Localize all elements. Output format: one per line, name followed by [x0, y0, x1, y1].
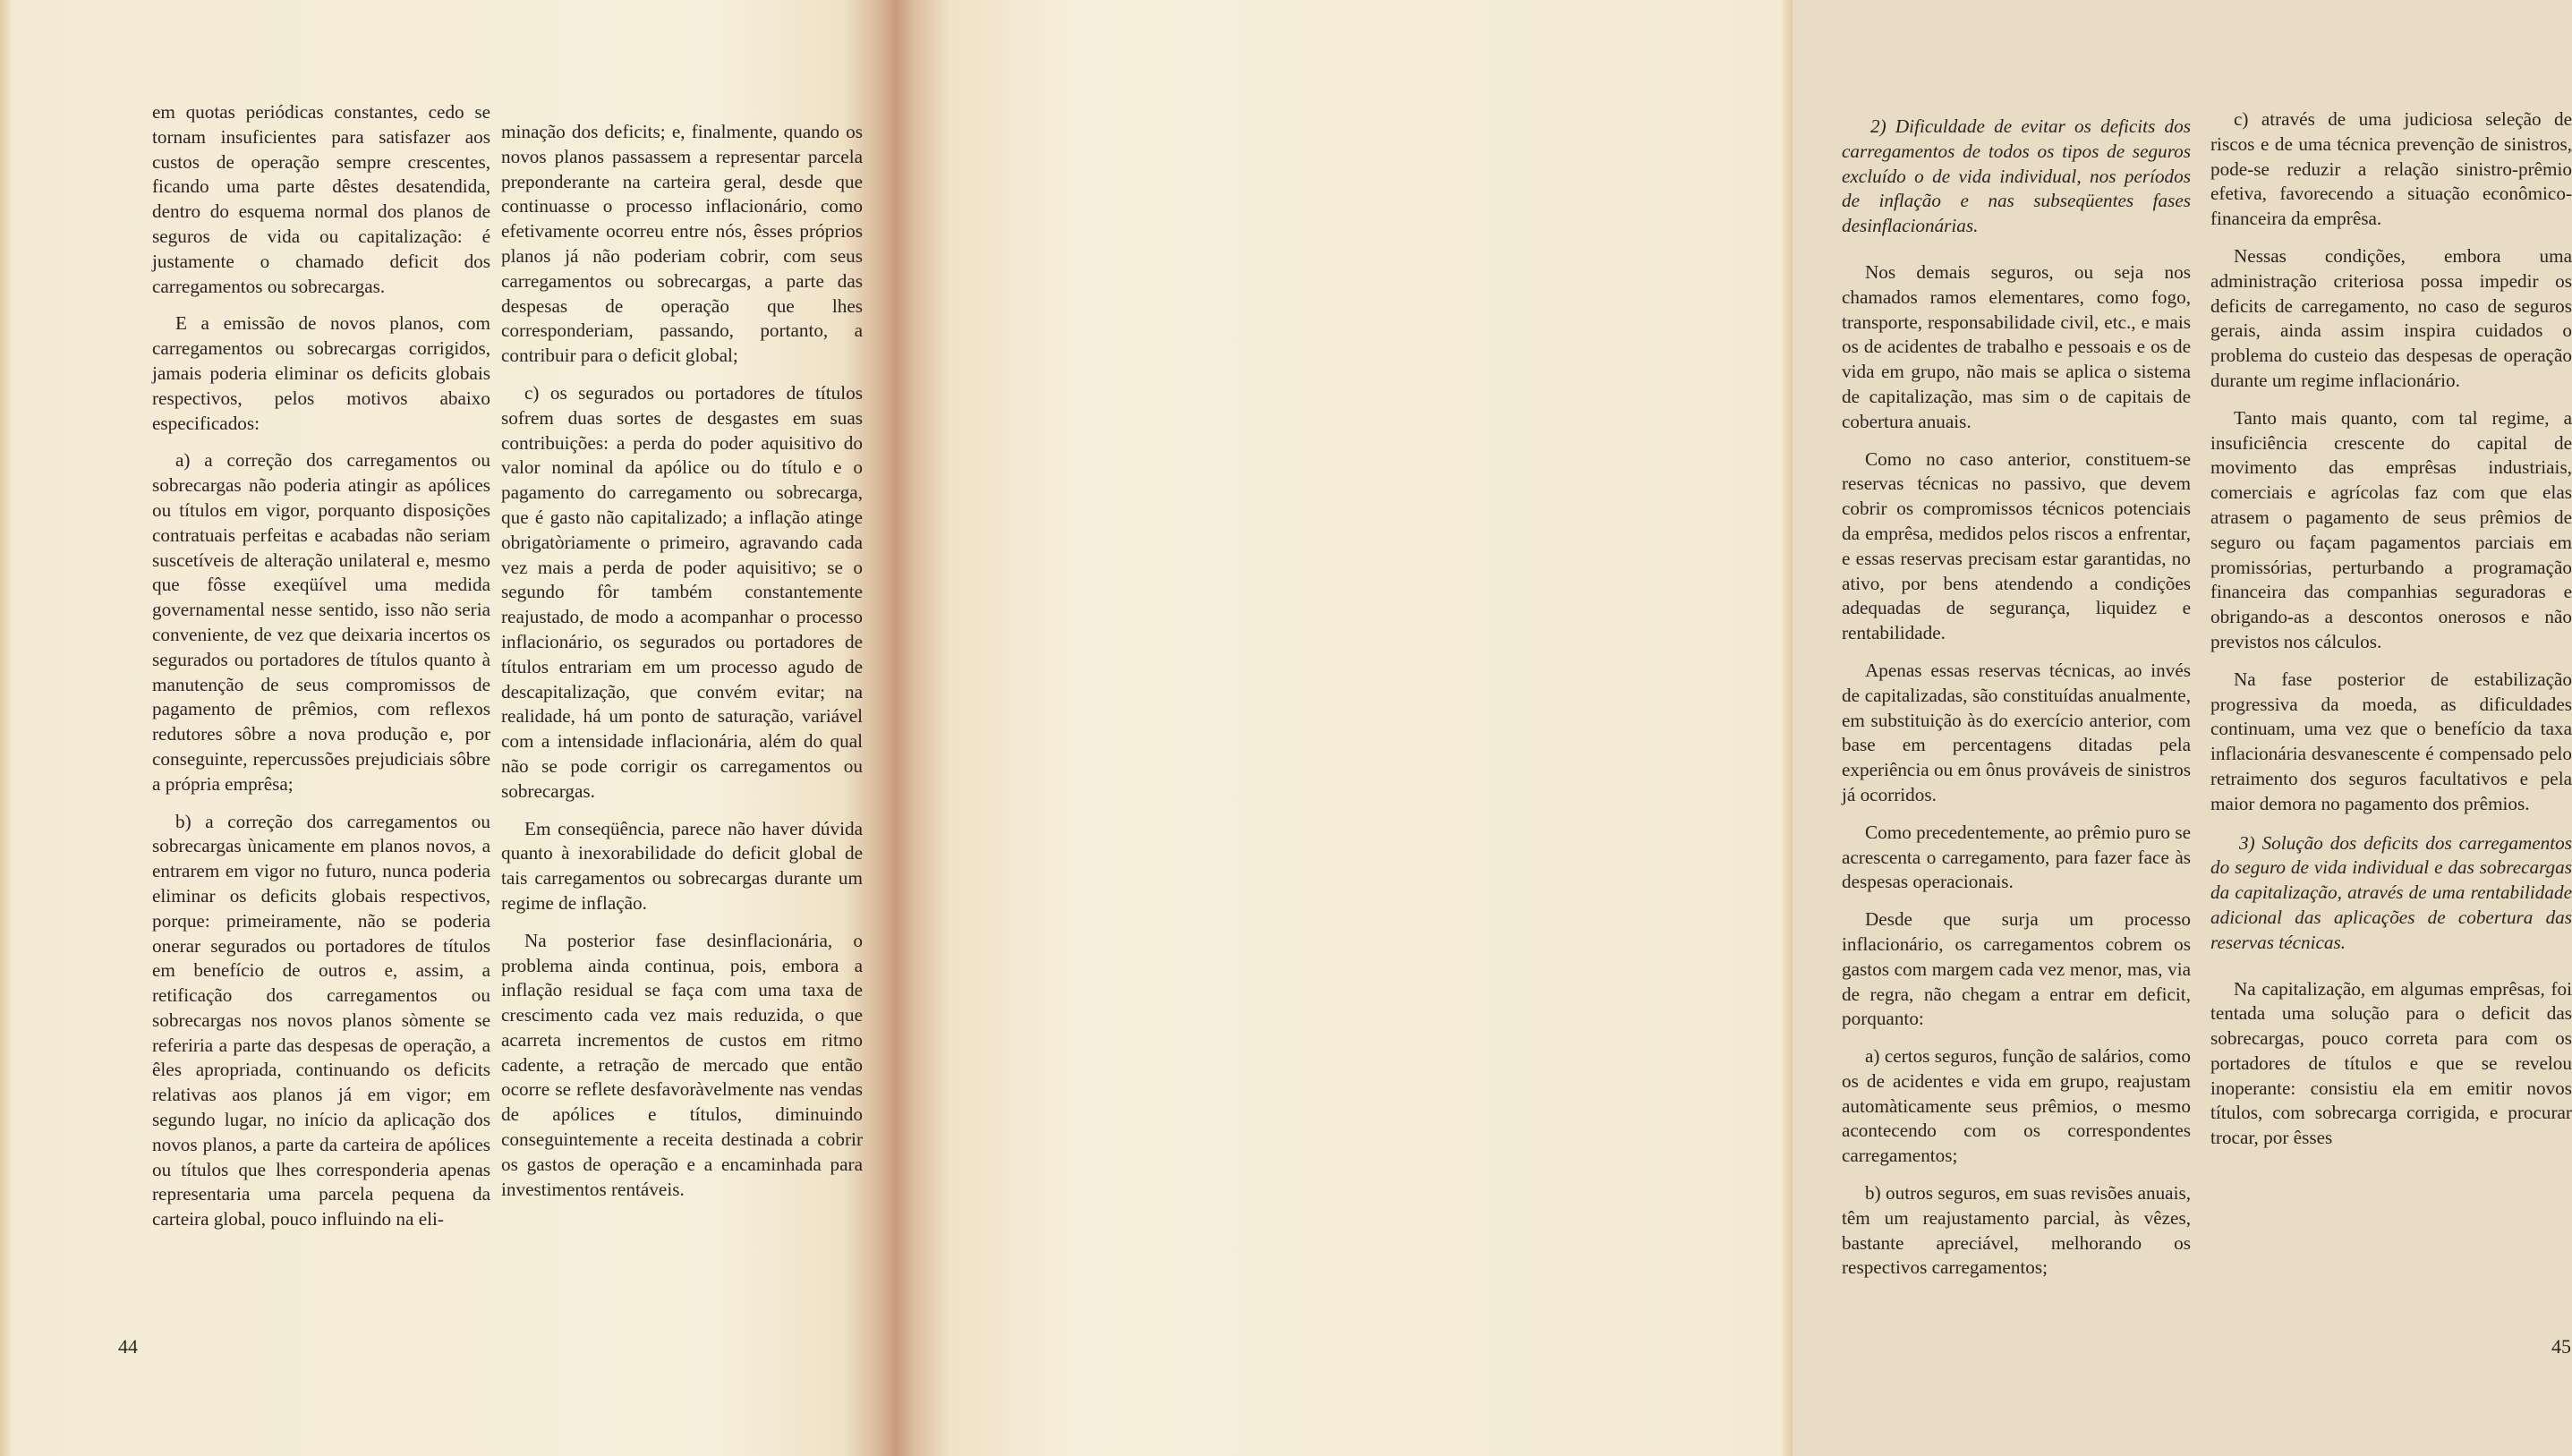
paragraph: Na posterior fase desinflacionária, o problema ainda continua, pois, embora a inflação residual se faça com uma taxa de crescimento cada vez mais reduzida, o que acarreta incrementos de custos em ritmo cadente, a retração de mercado que então ocorre se reflete desfavoràvelmente nas vendas de apólices e títulos, diminuindo conseguintemente a receita destinada a cobrir os gastos de operação e a encaminhada para investimentos rentáveis. [501, 929, 863, 1200]
left-page-column-1 [152, 100, 490, 1245]
paragraph: Desde que surja um processo inflacionário, os carregamentos cobrem os gastos com margem cada vez menor, mas, via de regra, não chegam a entrar em deficit, porquanto: [1842, 908, 2191, 1030]
paragraph: Apenas essas reservas técnicas, ao invés de capitalizadas, são constituídas anualmente, em substituição às do exercício anterior, com base em percentagens ditadas pela experiência ou em ônus prováveis de sinistros já ocorridos. [1842, 659, 2191, 805]
paragraph: minação dos deficits; e, finalmente, quando os novos planos passassem a representar parcela preponderante na carteira geral, desde que continuasse o processo inflacionário, como efetivamente ocorreu entre nós, êsses próprios planos já não poderiam cobrir, com seus carregamentos ou sobrecargas, a parte das despesas de operação que lhes corresponderiam, passando, portanto, a contribuir para o deficit global; [501, 121, 863, 367]
section-heading-3 [2210, 831, 2572, 956]
paragraph: Nessas condições, embora uma administração criteriosa possa impedir os deficits de carregamento, no caso de seguros gerais, ainda assim inspira cuidados o problema do custeio das despesas de operação durante um regime inflacionário. [2210, 244, 2572, 391]
paragraph: b) outros seguros, em suas revisões anuais, têm um reajustamento parcial, às vêzes, bastante apreciável, melhorando os respectivos carregamentos; [1842, 1182, 2191, 1279]
right-page-column-1 [1842, 115, 2191, 1293]
paragraph: Como no caso anterior, constituem-se reservas técnicas no passivo, que devem cobrir os compromissos técnicos potenciais da emprêsa, medidos pelos riscos a enfrentar, e essas reservas precisam estar garantidas, no ativo, por bens atendendo a condições adequadas de segurança, liquidez e rentabilidade. [1842, 447, 2191, 644]
paragraph: a) certos seguros, função de salários, como os de acidentes e vida em grupo, reajustam automàticamente seus prêmios, o mesmo acontecendo com os correspondentes carregamentos; [1842, 1045, 2191, 1167]
paragraph: Na capitalização, em algumas emprêsas, foi tentada uma solução para o deficit das sobrecargas, pouco correta para com os portadores de títulos e que se revelou inoperante: consistiu ela em emitir novos títulos, com sobrecarga corrigida, e procurar trocar, por êsses [2210, 977, 2572, 1149]
paragraph: E a emissão de novos planos, com carregamentos ou sobrecargas corrigidos, jamais poderia eliminar os deficits globais respectivos, pelos motivos abaixo especificados: [152, 312, 490, 434]
paragraph: b) a correção dos carregamentos ou sobrecargas ùnicamente em planos novos, a entrarem em vigor no futuro, nunca poderia eliminar os deficits globais respectivos, porque: primeiramente, não se poderia onerar segurados ou portadores de títulos em benefício de outros e, assim, a retificação dos carregamentos ou sobrecargas nos novos planos sòmente se referiria a parte das despesas de operação, a êles apropriada, continuando os deficits relativas aos planos já em vigor; em segundo lugar, no início da aplicação dos novos planos, a parte da carteira de apólices ou títulos que lhes corresponderia apenas representaria uma parcela pequena da carteira global, pouco influindo na eli- [152, 810, 490, 1230]
paragraph: Tanto mais quanto, com tal regime, a insuficiência crescente do capital de movimento das emprêsas industriais, comerciais e agrícolas faz com que elas atrasem o pagamento de seus prêmios de seguro ou façam pagamentos parciais em promissórias, perturbando a programação financeira das companhias seguradoras e obrigando-as a descontos onerosos e não previstos nos cálculos. [2210, 406, 2572, 652]
left-page-column-2 [501, 120, 863, 1214]
paragraph: c) através de uma judiciosa seleção de riscos e de uma técnica prevenção de sinistros, pode-se reduzir a relação sinistro-prêmio efetiva, favorecendo a situação econômico-financeira da emprêsa. [2210, 108, 2572, 230]
page-number-left: 44 [118, 1335, 138, 1358]
paragraph: Na fase posterior de estabilização progressiva da moeda, as dificuldades continuam, uma vez que o benefício da taxa inflacionária desvanescente é compensado pelo retraimento dos seguros facultativos e pela maior demora no pagamento dos prêmios. [2210, 668, 2572, 814]
right-page-column-2 [2210, 107, 2572, 1163]
section-heading-text: 3) Solução dos deficits dos carregamentos do seguro de vida individual e das sobrecargas da capitalização, através de uma rentabilidade adicional das aplicações de cobertura das reservas técnicas. [2210, 831, 2572, 953]
paragraph: a) a correção dos carregamentos ou sobrecargas não poderia atingir as apólices ou títulos em vigor, porquanto disposições contratuais perfeitas e acabadas não seriam suscetíveis de alteração unilateral e, mesmo que fôsse exeqüível uma medida governamental nesse sentido, isso não seria conveniente, de vez que deixaria incertos os segurados ou portadores de títulos quanto à manutenção de seus compromissos de pagamento de prêmios, com reflexos redutores sôbre a nova produção e, por conseguinte, repercussões prejudiciais sôbre a própria emprêsa; [152, 449, 490, 795]
paragraph: c) os segurados ou portadores de títulos sofrem duas sortes de desgastes em suas contribuições: a perda do poder aquisitivo do valor nominal da apólice ou do título e o pagamento do carregamento ou sobrecarga, que é gasto não capitalizado; a inflação atinge obrigatòriamente o primeiro, agravando cada vez mais a perda de poder aquisitivo; se o segundo fôr também constantemente reajustado, de modo a acompanhar o processo inflacionário, os segurados ou portadores de títulos entrariam em um processo agudo de descapitalização, que convém evitar; na realidade, há um ponto de saturação, variável com a intensidade inflacionária, além do qual não se pode corrigir os carregamentos ou sobrecargas. [501, 381, 863, 802]
section-heading-text: 2) Dificuldade de evitar os deficits dos carregamentos de todos os tipos de seguros excluído o de vida individual, nos períodos de inflação e nas subseqüentes fases desinflacionárias. [1842, 115, 2191, 237]
paragraph: em quotas periódicas constantes, cedo se tornam insuficientes para satisfazer aos custos de operação sempre crescentes, ficando uma parte dêstes desatendida, dentro do esquema normal dos planos de seguros de vida ou capitalização: é justamente o chamado deficit dos carregamentos ou sobrecargas. [152, 101, 490, 297]
left-page [0, 0, 886, 1456]
page-number-right: 45 [2551, 1335, 2571, 1358]
paragraph: Nos demais seguros, ou seja nos chamados ramos elementares, como fogo, transporte, responsabilidade civil, etc., e mais os de acidentes de trabalho e pessoais e os de vida em grupo, não mais se aplica o sistema de capitalização, mas sim o de capitais de cobertura anuais. [1842, 260, 2191, 432]
right-page [895, 0, 2572, 1456]
paragraph: Em conseqüência, parece não haver dúvida quanto à inexorabilidade do deficit global de tais carregamentos ou sobrecargas durante um regime de inflação. [501, 817, 863, 914]
section-heading-2 [1842, 115, 2191, 239]
paragraph: Como precedentemente, ao prêmio puro se acrescenta o carregamento, para fazer face às despesas operacionais. [1842, 821, 2191, 893]
